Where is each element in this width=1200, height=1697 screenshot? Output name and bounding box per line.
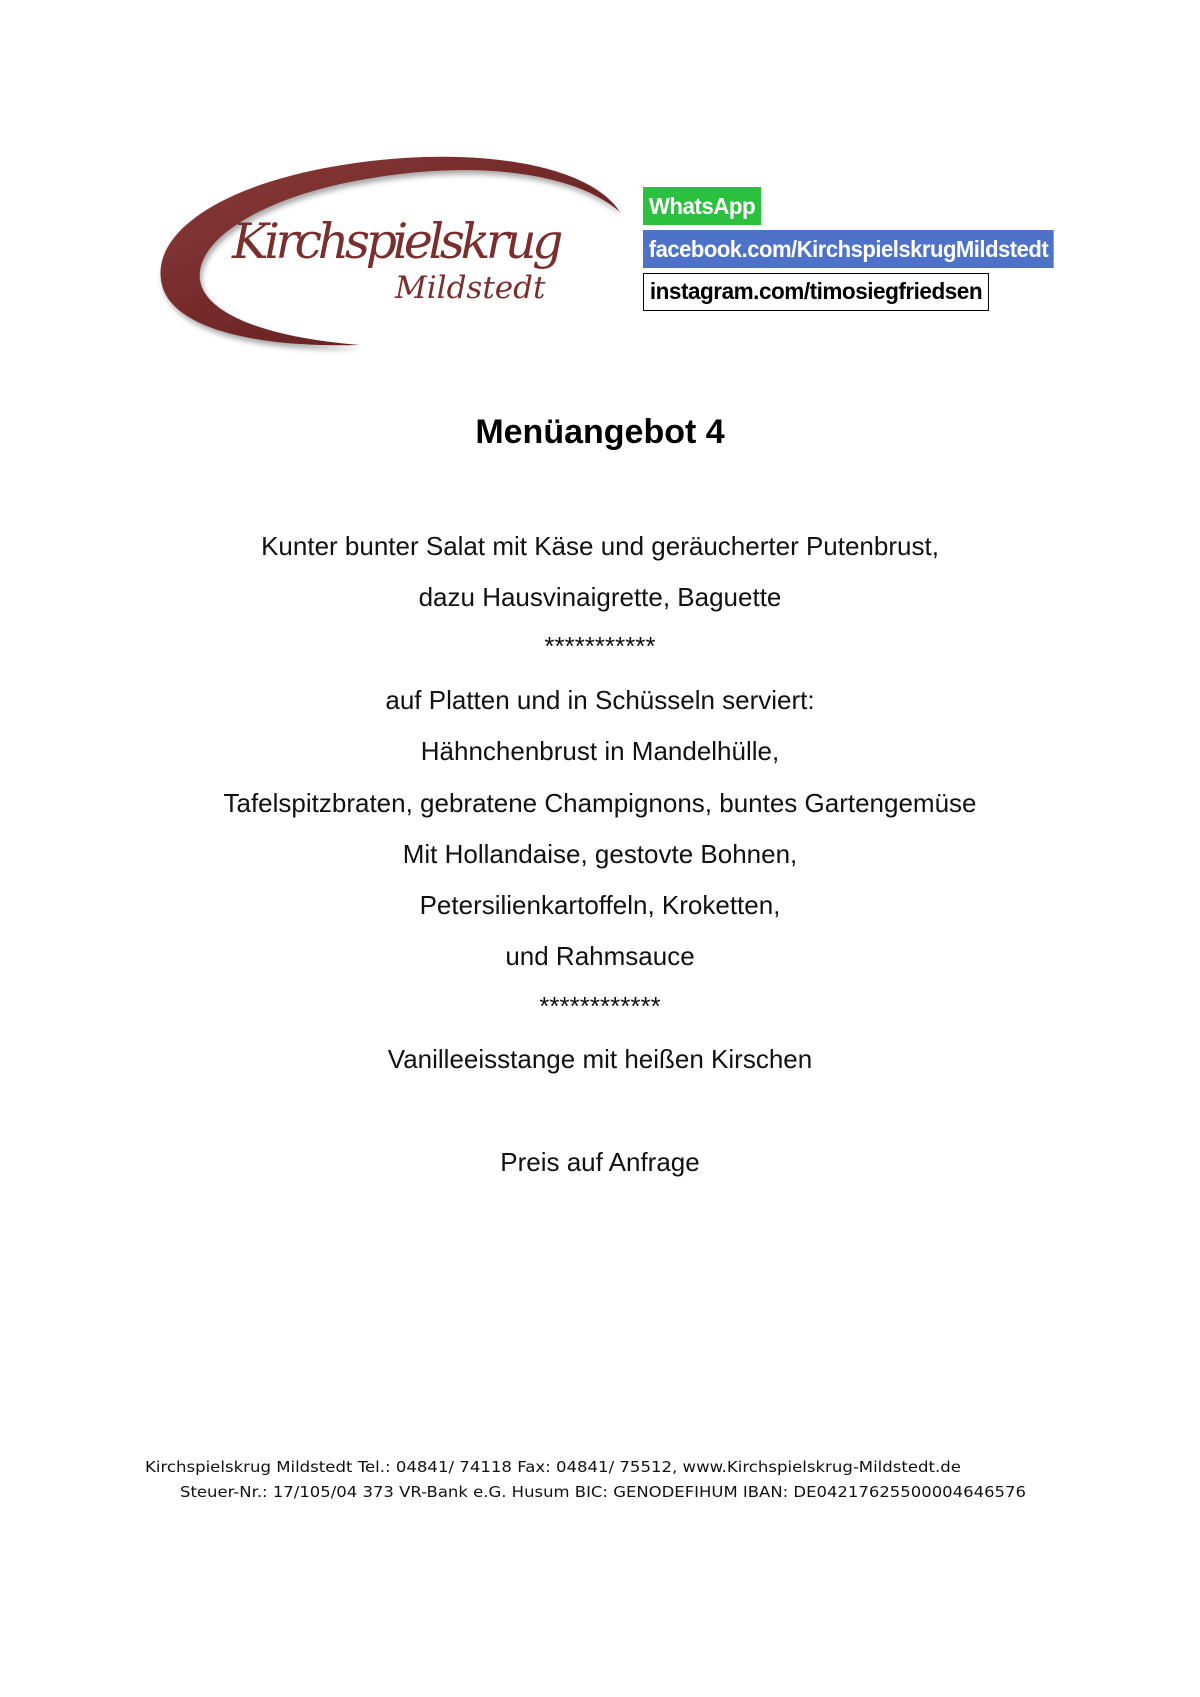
instagram-link[interactable]: instagram.com/timosiegfriedsen: [643, 273, 989, 311]
restaurant-logo: [150, 150, 630, 355]
menu-line: auf Platten und in Schüsseln serviert:: [385, 685, 815, 715]
menu-separator: ************: [539, 991, 661, 1021]
menu-title: Menüangebot 4: [475, 413, 725, 451]
whatsapp-badge[interactable]: WhatsApp: [643, 187, 761, 225]
menu-line: Tafelspitzbraten, gebratene Champignons, buntes Gartengemüse: [223, 788, 977, 818]
menu-line: Mit Hollandaise, gestovte Bohnen,: [402, 839, 798, 869]
menu-line: und Rahmsauce: [505, 941, 695, 971]
menu-line: Kunter bunter Salat mit Käse und geräucherter Putenbrust,: [261, 531, 939, 561]
menu-line: Hähnchenbrust in Mandelhülle,: [420, 736, 780, 766]
logo-title: Kirchspielskrug: [232, 213, 564, 270]
footer-bank: Steuer-Nr.: 17/105/04 373 VR-Bank e.G. Husum BIC: GENODEFIHUM IBAN: DE04217625500004646576: [180, 1483, 1026, 1501]
menu-separator: ***********: [544, 631, 656, 661]
price-note: Preis auf Anfrage: [500, 1147, 700, 1177]
menu-line: dazu Hausvinaigrette, Baguette: [418, 582, 782, 612]
logo-subtitle: Mildstedt: [395, 270, 546, 306]
menu-line: Vanilleeisstange mit heißen Kirschen: [387, 1044, 813, 1074]
logo-swoosh-graphic: [150, 150, 630, 355]
menu-line: Petersilienkartoffeln, Kroketten,: [419, 890, 781, 920]
footer-contact: Kirchspielskrug Mildstedt Tel.: 04841/ 74118 Fax: 04841/ 75512, www.Kirchspielskrug-Mildstedt.de: [145, 1458, 961, 1476]
facebook-link[interactable]: facebook.com/KirchspielskrugMildstedt: [643, 230, 1054, 268]
